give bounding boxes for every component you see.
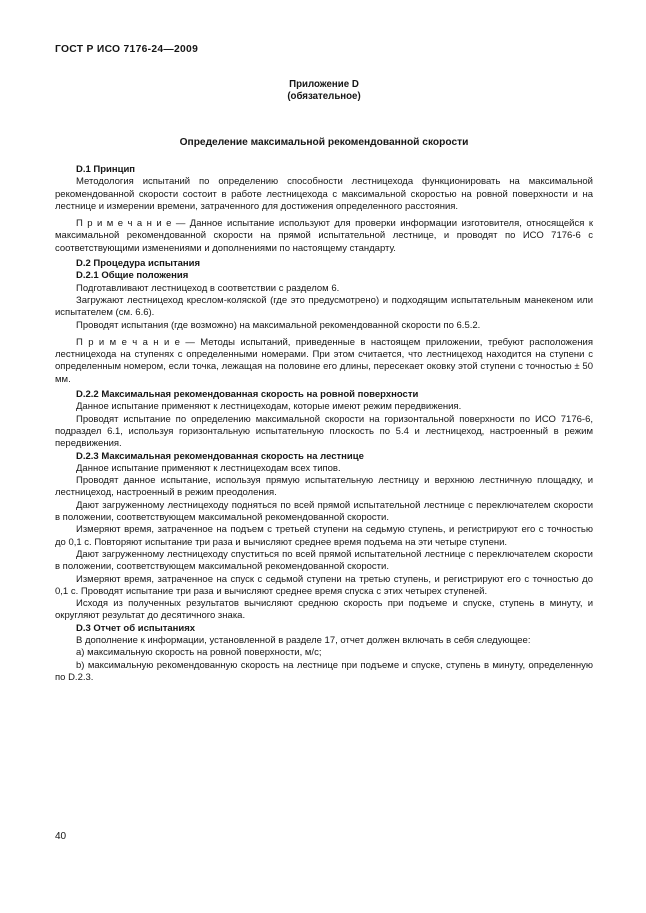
paragraph: Загружают лестницеход креслом-коляской (где это предусмотрено) и подходящим испытательным манекеном или испытателем (см. 6.6). [55,294,593,319]
paragraph: Проводят испытание по определению максимальной скорости на горизонтальной поверхности по ИСО 7176-6, подраздел 6.1, используя горизонтальную испытательную плоскость по 5.4 и лестницеход, настроенный в режим передвижения. [55,413,593,450]
section-heading: D.2 Процедура испытания [76,258,201,270]
page-title: Определение максимальной рекомендованной скорости [179,137,469,148]
paragraph: Дают загруженному лестницеходу подняться по всей прямой испытательной лестнице с переключателем скорости в положении, соответствующем максимальной рекомендованной скорости. [55,499,593,524]
note-paragraph: П р и м е ч а н и е — Данное испытание используют для проверки информации изготовителя, относящейся к максимальной рекомендованной скорости на прямой испытательной лестнице, и проводят по ИСО 7176-6 с соответствующими изменениями и дополнениями по настоящему стандарту. [55,218,593,254]
appendix-label: Приложение D [289,79,359,90]
section-heading: D.2.3 Максимальная рекомендованная скорость на лестнице [76,450,364,462]
paragraph: Данное испытание применяют к лестницеходам, которые имеют режим передвижения. [76,401,462,413]
paragraph: Проводят данное испытание, используя прямую испытательную лестницу и верхнюю лестничную площадку, и лестницеход, настроенный в режим преодоления. [55,475,593,499]
paragraph: Исходя из полученных результатов вычисляют среднюю скорость при подъеме и спуске, ступень в минуту, и округляют результат до десятичного знака. [55,598,593,622]
paragraph: Подготавливают лестницеход в соответствии с разделом 6. [76,282,340,294]
paragraph: Методология испытаний по определению способности лестницехода функционировать на максимальной рекомендованной скорости состоит в работе лестницехода с максимальной скоростью на ровной поверхности и на лестнице и измерении времени, затраченного для достижения определенного расстояния. [55,176,593,212]
section-heading: D.3 Отчет об испытаниях [76,622,196,634]
document-header: ГОСТ Р ИСО 7176-24—2009 [55,44,199,55]
paragraph: Дают загруженному лестницеходу спуститься по всей прямой испытательной лестнице с переключателем скорости в положении, соответствующем максимальной рекомендованной скорости. [55,548,593,573]
page-number: 40 [55,831,67,842]
appendix-qualifier: (обязательное) [287,91,361,102]
document-body [55,164,593,684]
list-item-a: a) максимальную скорость на ровной поверхности, м/с; [76,647,322,659]
paragraph: Измеряют время, затраченное на спуск с седьмой ступени на третью ступень, и регистрируют его с точностью до 0,1 с. Проводят испытание три раза и вычисляют среднее время спуска с этих четырех ступеней. [55,573,593,597]
paragraph: Проводят испытания (где возможно) на максимальной рекомендованной скорости по 6.5.2. [76,319,481,331]
appendix-block [55,79,593,103]
note-paragraph: П р и м е ч а н и е — Методы испытаний, приведенные в настоящем приложении, требуют расположения лестницехода на ступенях с определенными номерами. При этом считается, что лестницеход находится на ступени с определенным номером, если точка, лежащая на половине его длины, пересекает оковку этой ступени с точностью ± 50 мм. [55,336,593,385]
list-item-b: b) максимальную рекомендованную скорость на лестнице при подъеме и спуске, ступень в минуту, определенную по D.2.3. [55,659,593,683]
section-heading: D.2.1 Общие положения [76,270,189,282]
paragraph: В дополнение к информации, установленной в разделе 17, отчет должен включать в себя следующее: [76,634,531,646]
section-heading: D.2.2 Максимальная рекомендованная скорость на ровной поверхности [76,389,419,401]
paragraph: Измеряют время, затраченное на подъем с третьей ступени на седьмую ступень, и регистрируют его с точностью до 0,1 с. Повторяют испытание три раза и вычисляют среднее время подъема на эти четыре ступени. [55,524,593,548]
paragraph: Данное испытание применяют к лестницеходам всех типов. [76,462,341,474]
section-heading: D.1 Принцип [76,164,136,175]
